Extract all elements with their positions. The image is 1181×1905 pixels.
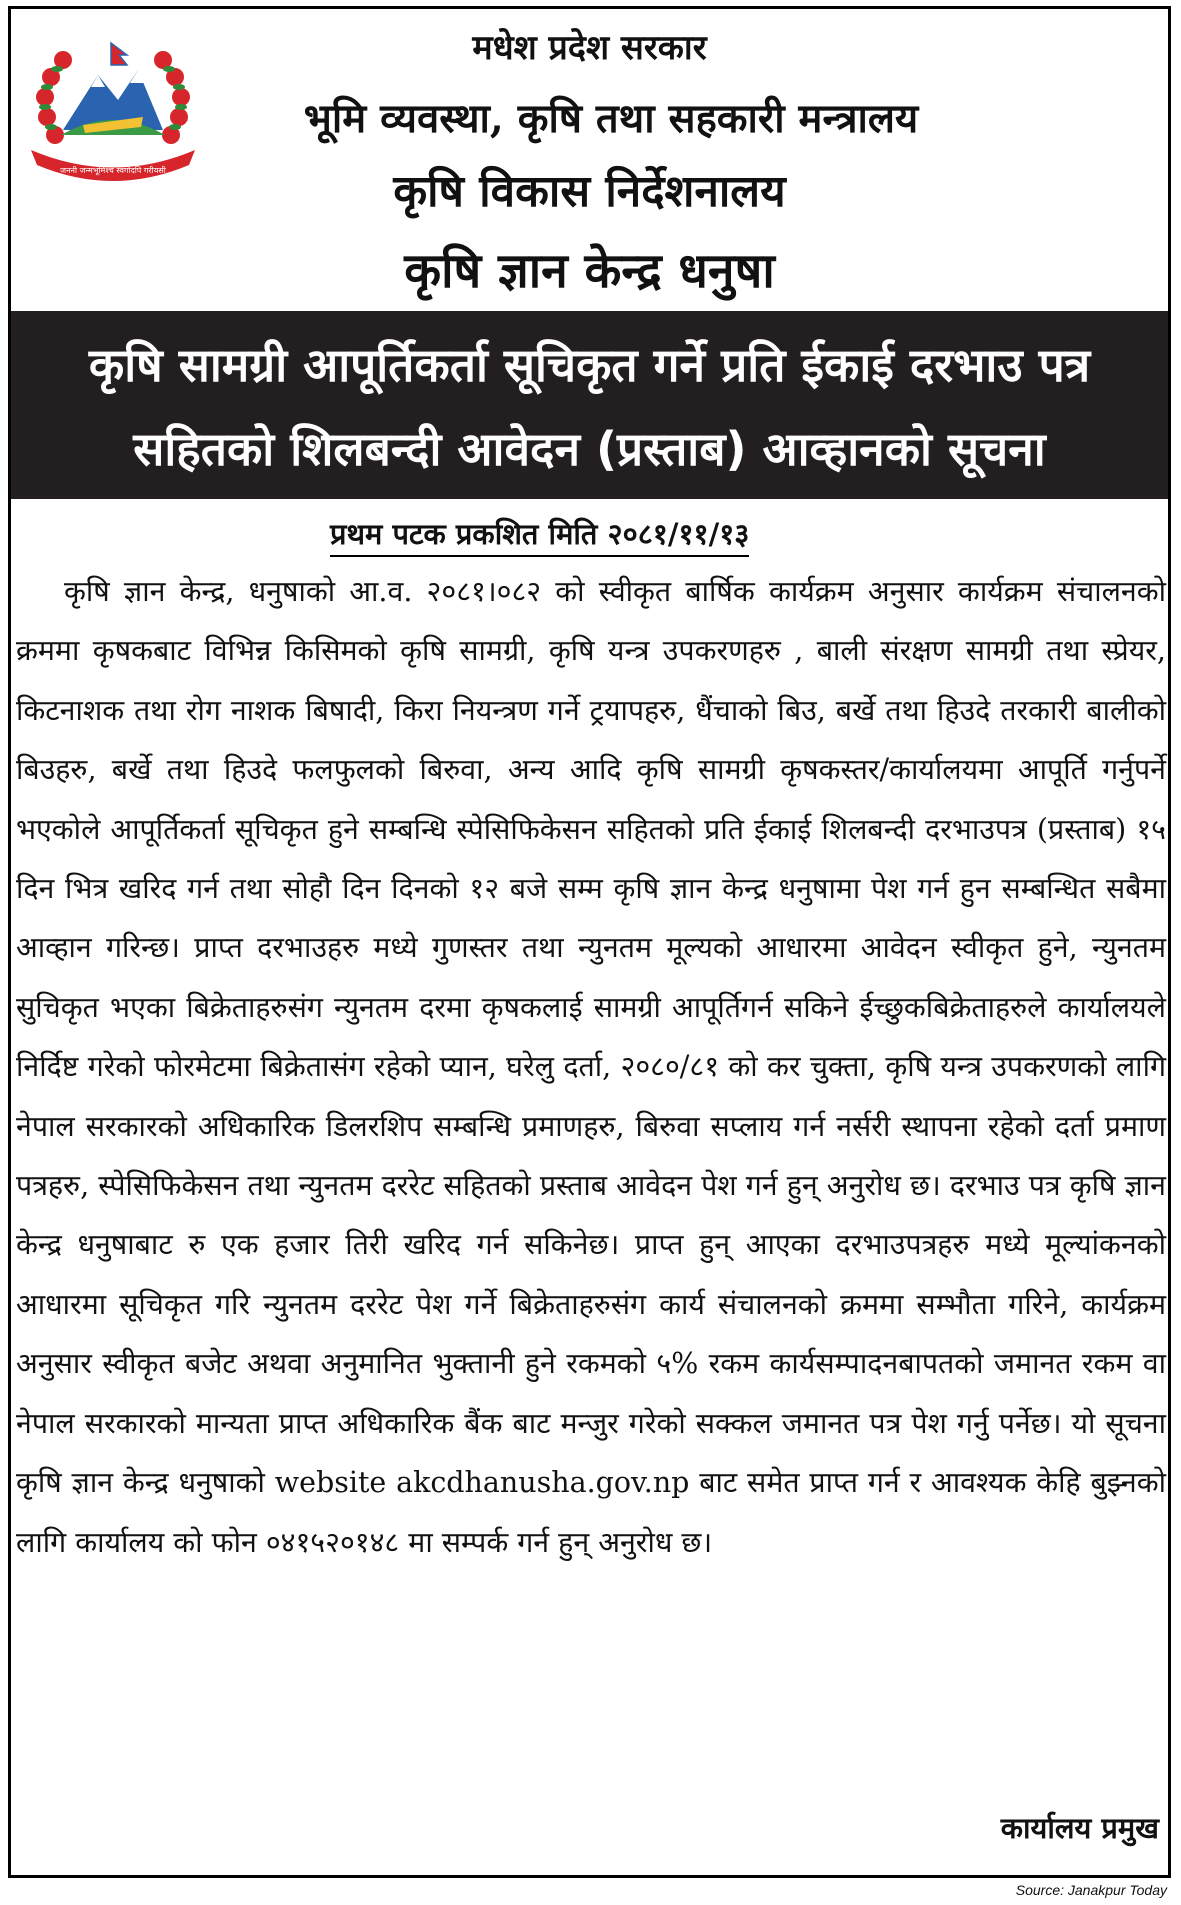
source-credit: Source: Janakpur Today [1015,1882,1167,1898]
signature-office-chief: कार्यालय प्रमुख [1000,1811,1159,1845]
notice-title-line-1: कृषि सामग्री आपूर्तिकर्ता सूचिकृत गर्ने प्रति ईकाई दरभाउ पत्र [88,338,1091,392]
province-government-title: मधेश प्रदेश सरकार [472,28,707,68]
directorate-title: कृषि विकास निर्देशनालय [393,166,786,217]
header [11,9,1168,309]
office-title: कृषि ज्ञान केन्द्र धनुषा [404,243,775,299]
emblem-motto: जननी जन्मभूमिश्च स्वर्गादपि गरीयसी [60,166,166,175]
notice-title-line-2: सहितको शिलबन्दी आवेदन (प्रस्ताब) आव्हानको सूचना [133,422,1046,476]
notice-body: कृषि ज्ञान केन्द्र, धनुषाको आ.व. २०८१।०८२ को स्वीकृत बार्षिक कार्यक्रम अनुसार कार्यक्रम संचालनको क्रममा कृषकबाट विभिन्न किसिमको कृषि सामग्री, कृषि यन्त्र उपकरणहरु , बाली संरक्षण सामग्री तथा स्प्रेयर, किटनाशक तथा रोग नाशक बिषादी, किरा नियन्त्रण गर्ने ट्रयापहरु, धैंचाको बिउ, बर्खे तथा हिउदे तरकारी बालीको बिउहरु, बर्खे तथा हिउदे फलफुलको बिरुवा, अन्य आदि कृषि सामग्री कृषकस्तर/कार्यालयमा आपूर्ति गर्नुपर्ने भएकोले आपूर्तिकर्ता सूचिकृत हुने सम्बन्धि स्पेसिफिकेसन सहितको प्रति ईकाई शिलबन्दी दरभाउपत्र (प्रस्ताब) १५ दिन भित्र खरिद गर्न तथा सोहौ दिन दिनको १२ बजे सम्म कृषि ज्ञान केन्द्र धनुषामा पेश गर्न हुन सम्बन्धित सबैमा आव्हान गरिन्छ। प्राप्त दरभाउहरु मध्ये गुणस्तर तथा न्युनतम मूल्यको आधारमा आवेदन स्वीकृत हुने, न्युनतम सुचिकृत भएका बिक्रेताहरुसंग न्युनतम दरमा कृषकलाई सामग्री आपूर्तिगर्न सकिने ईच्छुकबिक्रेताहरुले कार्यालयले निर्दिष्ट गरेको फोरमेटमा बिक्रेतासंग रहेको प्यान, घरेलु दर्ता, २०८०/८१ को कर चुक्ता, कृषि यन्त्र उपकरणको लागि नेपाल सरकारको अधिकारिक डिलरशिप सम्बन्धि प्रमाणहरु, बिरुवा सप्लाय गर्न नर्सरी स्थापना रहेको दर्ता प्रमाण पत्रहरु, स्पेसिफिकेसन तथा न्युनतम दररेट सहितको प्रस्ताब आवेदन पेश गर्न हुन् अनुरोध छ। दरभाउ पत्र कृषि ज्ञान केन्द्र धनुषाबाट रु एक हजार तिरी खरिद गर्न सकिनेछ। प्राप्त हुन् आएका दरभाउपत्रहरु मध्ये मूल्यांकनको आधारमा सूचिकृत गरि न्युनतम दररेट पेश गर्ने बिक्रेताहरुसंग कार्य संचालनको क्रममा सम्भौता गरिने, कार्यक्रम अनुसार स्वीकृत बजेट अथवा अनुमानित भुक्तानी हुने रकमको ५% रकम कार्यसम्पादनबापतको जमानत रकम वा नेपाल सरकारको मान्यता प्राप्त अधिकारिक बैंक बाट मन्जुर गरेको सक्कल जमानत पत्र पेश गर्नु पर्नेछ। यो सूचना कृषि ज्ञान केन्द्र धनुषाको website akcdhanusha.gov.np बाट समेत प्राप्त गर्न र आवश्यक केहि बुझ्नको लागि कार्यालय को फोन ०४१५२०१४८ मा सम्पर्क गर्न हुन् अनुरोध छ। [16,575,1166,1559]
ministry-title: भूमि व्यवस्था, कृषि तथा सहकारी मन्त्रालय [303,95,919,142]
notice-title-banner [11,311,1168,499]
publication-date: प्रथम पटक प्रकशित मिति २०८१/११/१३ [330,514,749,557]
